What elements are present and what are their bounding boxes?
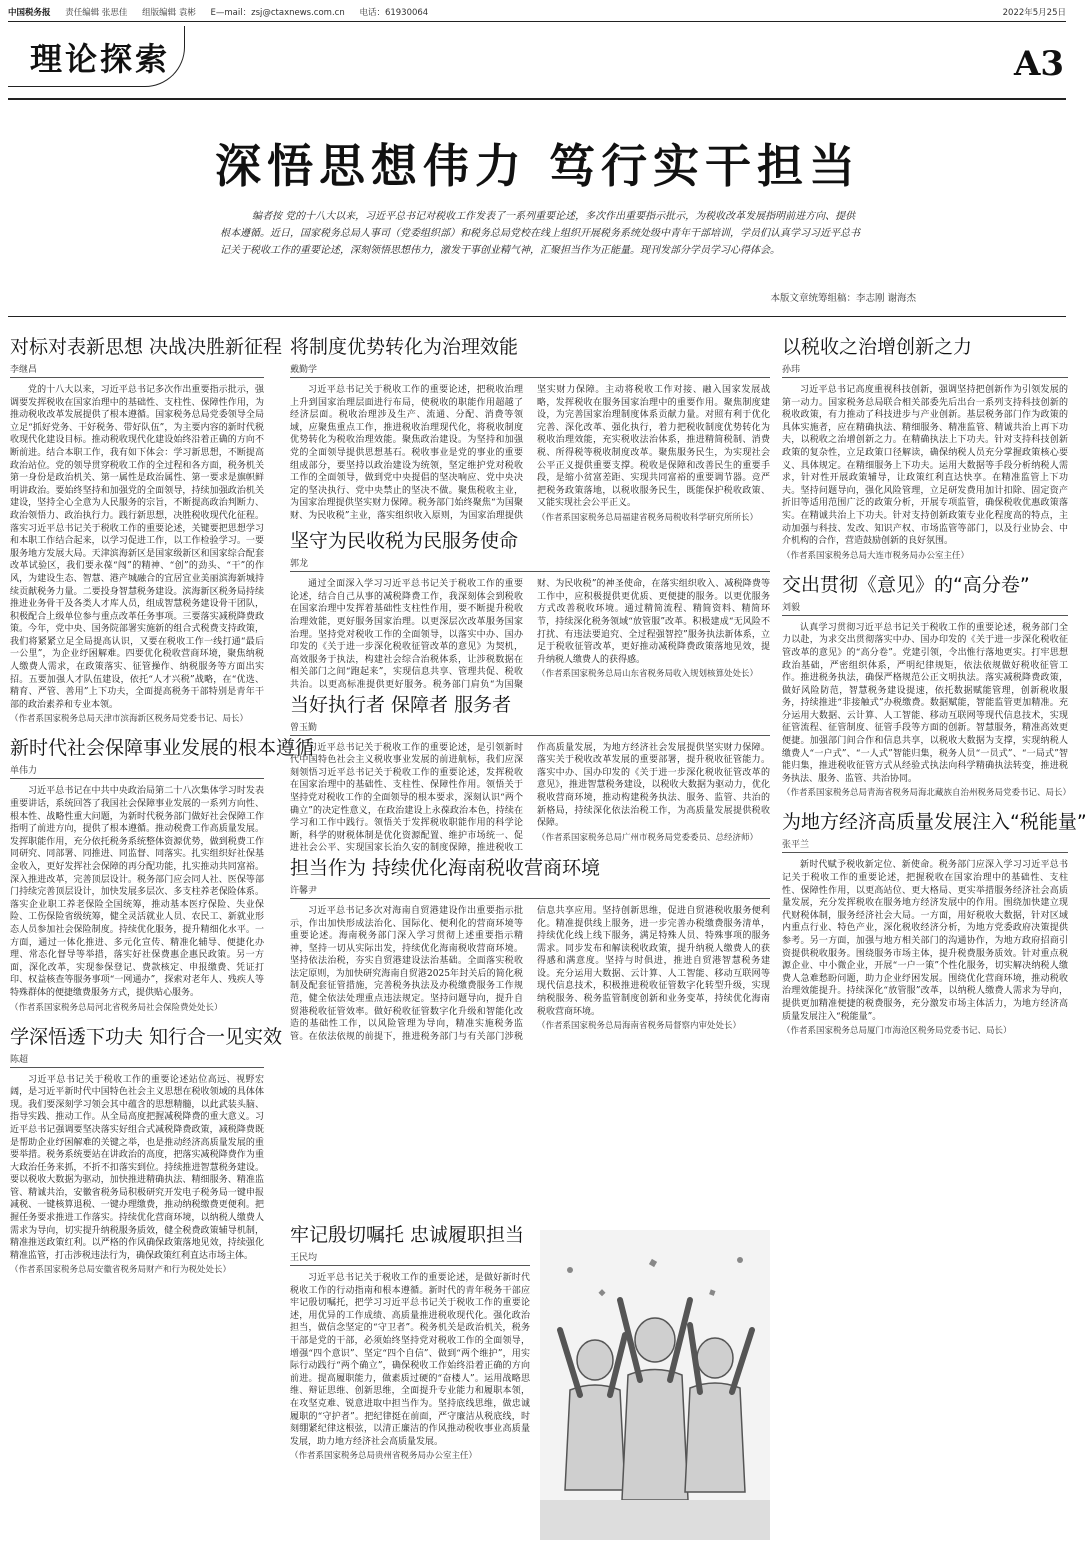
author-note: （作者系国家税务总局贵州省税务局办公室主任） bbox=[290, 1451, 478, 1462]
article-body: 习近平总书记关于税收工作的重要论述站位高远、视野宏阔，是习近平新时代中国特色社会主义思想在税收领域的具体体现。我们要深刻学习领会其中蕴含的思想精髓，以此武装头脑、指导实践、推动工作。从全局高度把握减税降费的重大意义。习近平总书记强调要坚决落实好组合式减税降费政策，减税降费既是帮助企业纾困解难的关键之举，也是推动经济高质量发展的重要举措。税务系统要站在讲政治的高度，把落实减税降费作为重大政治任务来抓，不折不扣落实到位。持续推进智慧税务建设。要以税收大数据为驱动，加快推进精确执法、精细服务、精准监管、精诚共治，安徽省税务局积极研究开发电子税务局一键申报减税、一键核算退税、一键办理缴费，推动纳税缴费更便利。把握任务要求推进工作落实。持续优化营商环境，以纳税人缴费人需求为导向，切实提升纳税服务质效，健全税费政策辅导机制，精准推送政策红利。以严格的作风确保政策落地见效，持续强化精准监管，打击涉税违法行为，确保政策红利直达市场主体。 bbox=[10, 1074, 264, 1261]
section-rule bbox=[8, 98, 1066, 100]
article-title: 学深悟透下功夫 知行合一见实效 bbox=[10, 1025, 283, 1048]
newspaper-name: 中国税务报 bbox=[8, 8, 51, 18]
column-3 bbox=[782, 334, 1087, 1544]
author-note: （作者系国家税务总局厦门市海沧区税务局党委书记、局长） bbox=[782, 1026, 1012, 1037]
author-note: （作者系国家税务总局广州市税务局党委委员、总经济师） bbox=[537, 832, 759, 843]
duty-editor: 责任编辑 张思佳 bbox=[65, 8, 128, 18]
article bbox=[782, 334, 1068, 562]
page-headline: 深悟思想伟力 笃行实干担当 bbox=[214, 139, 861, 193]
article-title: 以税收之治增创新之力 bbox=[782, 336, 973, 358]
masthead bbox=[8, 6, 1066, 20]
column-2-bottom bbox=[290, 1222, 530, 1544]
article-title: 交出贯彻《意见》的“高分卷” bbox=[782, 573, 1030, 596]
author-note: （作者系国家税务总局青海省税务局海北藏族自治州税务局党委书记、局长） bbox=[782, 788, 1072, 799]
article-body: 新时代赋予税收新定位、新使命。税务部门应深入学习习近平总书记关于税收工作的重要论述，把握税收在国家治理中的基础性、支柱性、保障性作用，以更高站位、更大格局、更实举措服务经济社会高质量发展，充分发挥税收在服务地方经济发展中的作用。围绕加快建立现代财税体制，服务经济社会大局。一方面，用好税收大数据，针对区域内重点行业、特色产业，深化税收经济分析，为地方党委政府决策提供参考。另一方面，加强与地方相关部门的沟通协作，为地方政府招商引资提供税收服务。围绕服务市场主体，提升税费服务质效。针对重点税源企业、中小微企业，开展“一户一策”个性化服务，切实解决纳税人缴费人急难愁盼问题，助力企业纾困发展。围绕优化营商环境，推动税收治理效能提升。持续深化“放管服”改革，以纳税人缴费人需求为导向，提供更加精准便捷的税费服务，充分激发市场主体活力，为地方经济高质量发展注入“税能量”。 bbox=[782, 860, 1068, 1022]
article-author: 张平兰 bbox=[782, 837, 1068, 853]
article-title: 为地方经济高质量发展注入“税能量” bbox=[782, 811, 1087, 834]
article bbox=[290, 334, 770, 528]
article bbox=[782, 809, 1087, 1037]
article-author: 孙玮 bbox=[782, 362, 1068, 378]
article-body: 通过全面深入学习习近平总书记关于税收工作的重要论述，结合自己从事的减税降费工作，我深刻体会到税收在国家治理中发挥着基础性支柱性作用，要不断提升税收治理效能，更好服务国家治理。以更深层次改革服务国家治理。坚持党对税收工作的全面领导，以落实中办、国办印发的《关于进一步深化税收征管改革的意见》为契机，高效服务于执法，构建社会综合治税体系，让涉税数据在相关部门之间“跑起来”，实现信息共享、管理共促、税收共治。以更高标准提供更好服务。税务部门肩负“为国聚财、为民收税”的神圣使命，在落实组织收入、减税降费等工作中，应积极提供更优质、更便捷的服务。以更优服务方式改善税收环境。通过精简流程、精简资料、精简环节，持续深化税务领域“放管服”改革。积极建成“无风险不打扰、有违法要追究、全过程强智控”服务执法新体系，立足于税收征管改革，更好推动减税降费政策落地见效，提升纳税人缴费人的获得感。 bbox=[290, 579, 770, 690]
article bbox=[290, 1222, 530, 1462]
issue-date: 2022年5月25日 bbox=[1002, 8, 1066, 18]
intro-rule bbox=[8, 316, 1066, 317]
article-author: 王民均 bbox=[290, 1250, 530, 1266]
article bbox=[10, 334, 283, 725]
author-note: （作者系国家税务总局山东省税务局收入规划核算处处长） bbox=[537, 669, 759, 680]
article bbox=[290, 528, 770, 691]
author-note: （作者系国家税务总局河北省税务局社会保险费处处长） bbox=[10, 1002, 223, 1013]
article-body: 党的十八大以来，习近平总书记多次作出重要指示批示，强调要发挥税收在国家治理中的基础性、支柱性、保障性作用，为推动税收改革发展提供了根本遵循。国家税务总局党委领导全局立足“抓好党务、干好税务、带好队伍”，为主要内容的新时代税收现代化建设目标。推动税收现代化建设始终沿着正确的方向不断前进。结合本职工作，我有如下体会：学习新思想，不断提高政治站位。党的领导贯穿税收工作的全过程和各方面，税务机关第一身份是政治机关、第一属性是政治属性、第一要求是旗帜鲜明讲政治。要始终坚持和加强党的全面领导，持续加强政治机关建设，坚持全心全意为人民服务的宗旨，不断提高政治判断力、政治领悟力、政治执行力。践行新思想，决胜税收现代化征程。落实习近平总书记关于税收工作的重要论述，关键要把思想学习和本职工作结合起来，以学习促进工作，以工作检验学习。一要服务地方发展大局。天津滨海新区是国家级新区和国家综合配套改革试验区，我们要永葆“闯”的精神、“创”的劲头、“干”的作风，为建设生态、智慧、港产城融合的宜居宜业美丽滨海新城持续贡献税务力量。二要投身智慧税务建设。滨海新区税务局持续推进业务骨干及各类人才库人员，组成智慧税务建设骨干团队，积极配合上级单位参与重点改革任务事项。三要落实减税降费政策。今年，党中央、国务院部署实施新的组合式税费支持政策，我们将紧紧立足全局提高认识，又要在税收工作一线打通“最后一公里”，为企业纾困解难。四要优化税收营商环境，聚焦纳税人缴费人需求，在政策落实、征管操作、纳税服务等方面出实招。五要加强人才队伍建设，依托“人才兴税”战略，在“优选、精育、严管、善用”上下功夫，全面提高税务干部特别是青年干部的政治素养和专业本领。 bbox=[10, 385, 264, 710]
article-author: 郭龙 bbox=[290, 556, 770, 572]
article-author: 曾玉勤 bbox=[290, 720, 770, 736]
article-body: 认真学习贯彻习近平总书记关于税收工作的重要论述，税务部门全力以赴，为求交出贯彻落实中办、国办印发的《关于进一步深化税收征管改革的意见》的“高分卷”。党建引领，令出惟行落地更实。打牢思想政治基础，严密组织体系，严明纪律规矩，依法依规做好税收征管工作。推进税务执法，确保严格规范公正文明执法。落实减税降费政策，做好风险防范，智慧税务建设提速，依托数据赋能管理，创新税收服务，持续推进“非接触式”办税缴费。数据赋能，智能监管更加精准。充分运用大数据、云计算、人工智能、移动互联网等现代信息技术，实现征管流程、征管制度、征管手段等方面的创新。智慧服务，精准高效更便捷。加强部门间合作和信息共享，以税收大数据为支撑，实现纳税人缴费人“一户式”、“一人式”智能归集，税务人员“一员式”、“一局式”智能归集，推进税收征管方式从经验式执法向科学精确执法转变，推进税务执法、服务、监管、共治协同。 bbox=[782, 622, 1068, 784]
article-body: 习近平总书记关于税收工作的重要论述，是做好新时代税收工作的行动指南和根本遵循。新时代的青年税务干部应牢记殷切嘱托，把学习习近平总书记关于税收工作的重要论述，用优异的工作成绩、高质量推进税收现代化。强化政治担当，做信念坚定的“守卫者”。税务机关是政治机关，税务干部是党的干部，必须始终坚持党对税收工作的全面领导，增强“四个意识”、坚定“四个自信”、做到“两个维护”，用实际行动践行“两个确立”，确保税收工作始终沿着正确的方向前进。提高履职能力，做素质过硬的“奋楼人”。运用战略思维、辩证思维、创新思维，全面提升专业能力和履职本领，在攻坚克难、锐意进取中担当作为。坚持底线思维，做忠诚履职的“守护者”。把纪律挺在前面，严守廉洁从税底线，时刻绷紧纪律这根弦，以清正廉洁的作风推动税收事业高质量发展，助力地方经济社会高质量发展。 bbox=[290, 1273, 530, 1447]
article-body: 习近平总书记在中共中央政治局第二十八次集体学习时发表重要讲话，系统回答了我国社会保障事业发展的一系列方向性、根本性、战略性重大问题，为新时代税务部门做好社会保障工作指明了前进方向，提供了根本遵循。推动税费工作高质量发展。发挥职能作用，充分依托税务系统整体资源优势，做到税费工作同研究、同部署、同推进、同监督、同落实。扎实组织好社保基金收入，更好发挥社会保障的再分配功能，扎实推动共同富裕。深入推进改革，完善顶层设计。税务部门应会同人社、医保等部门持续完善顶层设计，加快发展多层次、多支柱养老保险体系。落实企业职工养老保险全国统筹，推动基本医疗保险、失业保险、工伤保险省级统筹，健全灵活就业人员、农民工、新就业形态人员参加社会保险制度。持续优化服务，提升精细化水平。一方面，通过一体化推进、多元化宣传、精准化辅导、便捷化办理、常态化督导等举措，落实好社保费惠企惠民政策。另一方面，深化改革，实现参保登记、费款核定、申报缴费、凭证打印、权益核查等服务事项“一网通办”，探索对老年人、残疾人等特殊群体的便捷缴费服务方式，提供贴心服务。 bbox=[10, 786, 264, 998]
article-body: 习近平总书记多次对海南自贸港建设作出重要指示批示，作出加快形成法治化、国际化、便利化的营商环境等重要论述。海南税务部门深入学习贯彻上述重要指示精神，坚持一切从实际出发，持续优化海南税收营商环境。坚持依法治税，夯实自贸港建设法治基础。全面落实税收法定原则，为加快研究海南自贸港2025年封关后的简化税制及配套征管措施，完善税务执法及办税缴费服务工作规范，健全依法处理重点违法规定。坚持问题导向，提升自贸港税收征管效率。做好税收征管数字化升级和智能化改造的基础性工作，以风险管理为导向，精准实施税务监管。在依法依规的前提下，推进税务部门与有关部门涉税信息共享应用。坚持创新思维，促进自贸港税收服务便利化。精准提供线上服务，进一步完善办税缴费服务清单，持续优化线上线下服务，满足特殊人员、特殊事项的服务需求。同步发布和解读税收政策，提升纳税人缴费人的获得感和满意度。坚持与时俱进，推进自贸港智慧税务建设。充分运用大数据、云计算、人工智能、移动互联网等现代信息技术，积极推进税收征管数字化转型升级，实现纳税服务、税务监管制度创新和业务变革，持续优化海南税收营商环境。 bbox=[290, 905, 770, 1042]
author-note: （作者系国家税务总局安徽省税务局财产和行为税处处长） bbox=[10, 1265, 232, 1276]
celebration-illustration-icon bbox=[540, 1230, 770, 1540]
article-author: 李继昌 bbox=[10, 362, 264, 378]
article-title: 新时代社会保障事业发展的根本遵循 bbox=[10, 737, 315, 760]
article-title: 对标对表新思想 决战决胜新征程 bbox=[10, 336, 283, 358]
article bbox=[782, 572, 1072, 800]
article-author: 戴勤学 bbox=[290, 362, 770, 378]
layout-editor: 组版编辑 袁彬 bbox=[142, 8, 196, 18]
article-body: 习近平总书记高度重视科技创新，强调坚持把创新作为引领发展的第一动力。国家税务总局联合相关部委先后出台一系列支持科技创新的税收政策，有力推动了科技进步与产业创新。基层税务部门作为政策的具体实施者，应在精确执法、精细服务、精准监管、精诚共治上再下功夫，以税收之治增创新之力。在精确执法上下功夫。针对支持科技创新政策的复杂性，立足政策口径解读，确保纳税人员充分掌握政策核心要义、具体规定。在精细服务上下功夫。运用大数据等手段分析纳税人需求，针对性开展政策辅导，让政策红利直达快享。在精准监管上下功夫。坚持问题导向，强化风险管理，立足研发费用加计扣除、固定资产折旧等适用范围广泛的政策分析，开展专项监管，确保税收优惠政策落实。在精诚共治上下功夫。针对支持创新政策专业化程度高的特点，主动加强与科技、发改、知识产权、市场监管等部门，以及行业协会、中介机构的合作，营造鼓励创新的良好氛围。 bbox=[782, 385, 1068, 547]
section-title: 理论探索 bbox=[30, 40, 171, 78]
article-title: 牢记殷切嘱托 忠诚履职担当 bbox=[290, 1224, 525, 1246]
article-title: 担当作为 持续优化海南税收营商环境 bbox=[290, 856, 601, 879]
editor-note: 编者按 党的十八大以来，习近平总书记对税收工作发表了一系列重要论述，多次作出重要指示批示，为税收改革发展指明前进方向、提供根本遵循。近日，国家税务总局人事司（党委组织部）和税务总局党校在线上组织开展税务系统处级中青年干部培训，学员们认真学习习近平总书记关于税收工作的重要论述，深刻领悟思想伟力，激发干事创业精气神，汇聚担当作为正能量。现刊发部分学员学习心得体会。 bbox=[220, 211, 860, 256]
article-body: 习近平总书记关于税收工作的重要论述，把税收治理上升到国家治理层面进行布局，使税收的职能作用超越了经济层面。税收治理涉及生产、流通、分配、消费等领域，应聚焦重点工作，推进税收治理现代化，将税收制度优势转化为税收治理效能。聚焦政治建设。为坚持和加强党的全面领导提供思想基石。税收事业是党的事业的重要组成部分，要坚持以政治建设为统领，坚定维护党对税收工作的全面领导，做到党中央提倡的坚决响应、党中央决定的坚决执行、党中央禁止的坚决不做。聚焦税收主业，为国家治理提供坚实财力保障。税务部门始终聚焦“为国聚财、为民收税”主业，落实组织收入原则，为国家治理提供坚实财力保障。主动将税收工作对接、融入国家发展战略，发挥税收在服务国家治理中的重要作用。聚焦制度建设，为完善国家治理制度体系贡献力量。对照有利于优化完善、深化改革、强化执行，着力把税收制度优势转化为税收治理效能，充实税收法治体系，推进精简税制、消费税、所得税等税收制度改革。聚焦服务民生，为实现社会公平正义提供重要支撑。税收是保障和改善民生的重要手段，是缩小贫富差距、实现共同富裕的重要调节器。竞严把税务政策落地，以税收服务民生，既能保护税收政策、又能实现社会公平正义。 bbox=[290, 385, 770, 521]
article-author: 单伟力 bbox=[10, 763, 264, 779]
article-title: 坚守为民收税为民服务使命 bbox=[290, 530, 519, 553]
article-title: 将制度优势转化为治理效能 bbox=[290, 336, 519, 358]
author-note: （作者系国家税务总局福建省税务局税收科学研究所所长） bbox=[537, 512, 759, 523]
phone: 电话：61930064 bbox=[359, 8, 429, 18]
article bbox=[10, 1024, 283, 1277]
article-title: 当好执行者 保障者 服务者 bbox=[290, 693, 512, 716]
article-body: 习近平总书记关于税收工作的重要论述，是引领新时代中国特色社会主义税收事业发展的前进航标，我们应深刻领悟习近平总书记关于税收工作的重要论述，发挥税收在国家治理中的基础性、支柱性、保障性作用。领悟关于坚持党对税收工作的全面领导的根本要求，深刻认识“两个确立”的决定性意义，在政治建设上永葆政治本色，持续在学习和工作中践行。领悟关于发挥税收职能作用的科学论断，科学的财税体制是优化资源配置、维护市场统一、促进社会公平、实现国家长治久安的制度保障，推进税收工作高质量发展，为地方经济社会发展提供坚实财力保障。落实关于税收改革发展的重要部署，提升税收征管能力。落实中办、国办印发的《关于进一步深化税收征管改革的意见》，推进智慧税务建设，以税收大数据为驱动力，优化税收营商环境，推动构建税务执法、服务、监管、共治的新格局，持续深化依法治税工作，为高质量发展提供税收保障。 bbox=[290, 742, 770, 854]
author-note: （作者系国家税务总局海南省税务局督察内审处处长） bbox=[537, 1021, 742, 1032]
masthead-rule bbox=[8, 21, 1066, 22]
article-author: 许馨尹 bbox=[290, 883, 770, 899]
column-2 bbox=[290, 334, 770, 1220]
article bbox=[290, 855, 770, 1044]
masthead-info bbox=[8, 6, 440, 18]
email: E—mail：zsj@ctaxnews.com.cn bbox=[210, 8, 345, 18]
author-note: （作者系国家税务总局大连市税务局办公室主任） bbox=[782, 550, 970, 561]
editorial-team: 本版文章统筹组稿：李志刚 谢海杰 bbox=[770, 293, 916, 304]
article-author: 刘毅 bbox=[782, 600, 1068, 616]
page-number: A3 bbox=[1013, 44, 1064, 84]
article bbox=[290, 692, 770, 855]
author-note: （作者系国家税务总局天津市滨海新区税务局党委书记、局长） bbox=[10, 714, 249, 725]
article-author: 陈超 bbox=[10, 1052, 264, 1068]
